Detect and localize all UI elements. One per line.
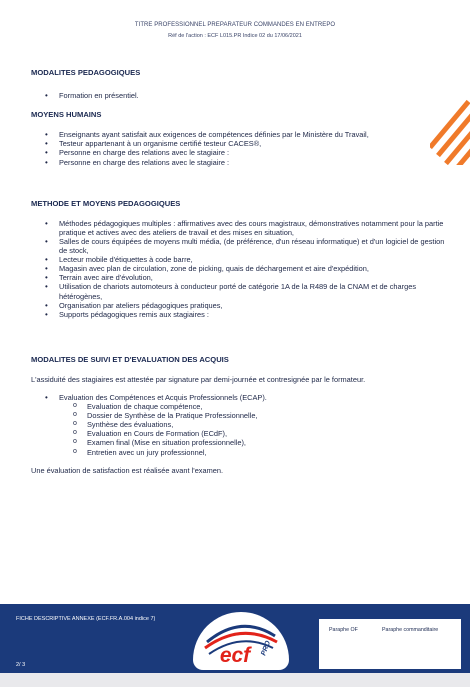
list-item: • Terrain avec aire d'évolution, [31,273,449,282]
list-item: • Personne en charge des relations avec le stagiaire : [31,148,449,157]
list-item: • Utilisation de chariots automoteurs à conducteur porté de catégorie 1A de la R489 de la CNAM et de charges hétérogènes, [31,282,449,300]
modalites-pedagogiques-list [31,91,449,100]
ecf-logo-graphic [193,612,289,670]
list-item: • Magasin avec plan de circulation, zone de picking, quais de déchargement et aire d'expédition, [31,264,449,273]
document-title: TITRE PROFESSIONNEL PREPARATEUR COMMANDES EN ENTREPO [134,22,336,28]
sub-list-item: o Evaluation de chaque compétence, [31,402,449,411]
page-number: 2/ 3 [16,662,26,668]
sub-list-item: o Entretien avec un jury professionnel, [31,448,449,457]
sub-list-item: o Examen final (Mise en situation professionnelle), [31,438,449,447]
logo-pro-text: PRO [260,640,273,657]
assiduite-paragraph: L'assiduité des stagiaires est attestée par signature par demi-journée et contresignée par le formateur. [31,374,366,384]
list-item: • Formation en présentiel. [31,91,449,100]
suivi-sub-list [31,402,449,457]
list-item: • Salles de cours équipées de moyens multi média, (de préférence, d'un réseau informatique) et d'un logiciel de gestion de stock, [31,237,449,255]
satisfaction-paragraph: Une évaluation de satisfaction est réalisée avant l'examen. [31,465,224,475]
list-item: • Organisation par ateliers pédagogiques pratiques, [31,301,449,310]
section-title-moyens-humains: MOYENS HUMAINS [31,110,102,120]
suivi-list [31,393,449,402]
list-item: • Evaluation des Compétences et Acquis Professionnels (ECAP). [31,393,449,402]
sub-list-item: o Synthèse des évaluations, [31,420,449,429]
ecf-pro-logo [193,612,289,670]
document-header [0,22,470,39]
sub-list-item: o Dossier de Synthèse de la Pratique Professionnelle, [31,411,449,420]
list-item: • Personne en charge des relations avec le stagiaire : [31,158,449,167]
list-item: • Testeur appartenant à un organisme certifié testeur CACES®, [31,139,449,148]
list-item: • Supports pédagogiques remis aux stagiaires : [31,310,449,319]
document-reference: Réf de l'action : ECF L015.PR Indice 02 du 17/06/2021 [168,33,302,39]
bottom-margin-strip [0,673,470,687]
paraphe-commanditaire-label: Paraphe commanditaire [382,627,439,633]
methode-list [31,219,449,319]
sub-list-item: o Evaluation en Cours de Formation (ECdF), [31,429,449,438]
moyens-humains-list [31,130,449,166]
paraphe-of-label: Paraphe OF [329,627,358,633]
section-title-suivi-evaluation: MODALITES DE SUIVI ET D'EVALUATION DES ACQUIS [31,354,229,364]
document-body [31,68,449,475]
document-footer [0,604,470,673]
fiche-label: FICHE DESCRIPTIVE ANNEXE (ECF.FR.A.004 indice 7) [16,616,156,622]
section-title-methode: METHODE ET MOYENS PEDAGOGIQUES [31,198,181,208]
section-title-modalites-pedagogiques: MODALITES PEDAGOGIQUES [31,68,141,77]
list-item: • Lecteur mobile d'étiquettes à code barre, [31,255,449,264]
list-item: • Enseignants ayant satisfait aux exigences de compétences définies par le Ministère du Travail, [31,130,449,139]
paraphe-box [319,619,461,669]
logo-text: ecf [219,644,251,667]
list-item: • Méthodes pédagogiques multiples : affirmatives avec des cours magistraux, démonstratives notamment pour la partie pratique et actives avec des ateliers de travail et des mises en situation, [31,219,449,237]
